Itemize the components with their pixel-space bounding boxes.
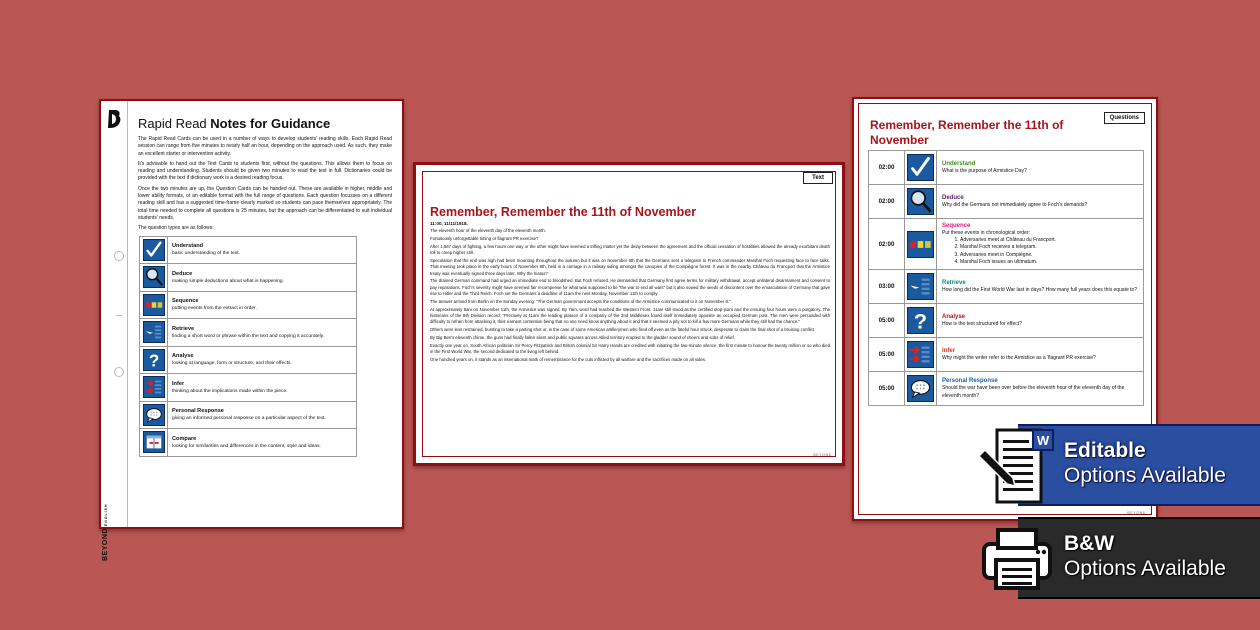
question-type-row	[140, 264, 357, 292]
editable-document-icon	[975, 426, 1057, 506]
type-name: Sequence	[172, 298, 199, 305]
margin-line	[127, 101, 128, 527]
type-name: Retrieve	[172, 325, 195, 332]
brand-vertical: BEYONDENGLISH	[102, 503, 109, 561]
type-description: finding a short word or phrase within the text and copying it accurately.	[172, 333, 325, 339]
icon-cell	[140, 374, 168, 402]
question-text: How long did the First World War last in days? How many full years does this equate to?	[942, 286, 1138, 293]
magnifier-icon	[907, 188, 934, 215]
type-cell	[168, 429, 357, 457]
type-cell	[168, 401, 357, 429]
question-type-row	[140, 236, 357, 264]
question-row	[869, 219, 1144, 270]
magnifier-icon	[143, 266, 165, 288]
question-type-row	[140, 374, 357, 402]
question-type: Personal Response	[942, 378, 998, 385]
icon-cell	[905, 185, 937, 219]
icon-cell	[905, 304, 937, 338]
type-description: basic understanding of the text.	[172, 251, 240, 257]
question-row	[869, 270, 1144, 304]
article-paragraph: Speculation that the end was nigh had been mounting throughout the autumn but it was on November 6th that the Germans sent a telegram to French commander Marshal Foch requesting face to face talks. That meeting took place in the early hours of November 8th, held in a carriage in a railway siding amongst the canopies of the Compiègne forest. It was in the nearby Château du Francport that the Armistice treaty was eventually signed three days later. Why the hiatus?	[430, 257, 830, 276]
check-icon	[907, 154, 934, 181]
question-type: Analyse	[942, 313, 966, 320]
question-row	[869, 372, 1144, 406]
time-cell: 05:00	[869, 372, 905, 406]
question-cell	[937, 270, 1144, 304]
time-cell: 02:00	[869, 219, 905, 270]
question-row	[869, 185, 1144, 219]
type-cell	[168, 264, 357, 292]
question-type: Infer	[942, 347, 956, 354]
question-text: Why might the writer refer to the Armistice as a 'flagrant PR exercise?	[942, 354, 1096, 361]
type-description: looking for similarities and differences in the content, style and ideas.	[172, 443, 321, 449]
question-types-table	[139, 236, 357, 457]
type-description: making simple deductions about what is happening.	[172, 278, 285, 284]
banner-title: B&W	[1064, 532, 1115, 555]
question-type-row	[140, 291, 357, 319]
icon-cell	[140, 291, 168, 319]
question-type-row	[140, 429, 357, 457]
paragraph: The question types are as follows:	[138, 225, 214, 232]
question-text: Put these events in chronological order:	[942, 230, 1030, 236]
paragraph: It's advisable to hand out the Text Cards to students first, without the questions. This allows them to focus on reading and understanding. Students should be given two minutes to read the text in full. Dictionaries could be provided with the text if dictionary work is a desired reading focus.	[138, 160, 392, 182]
speech-bubble-icon	[907, 375, 934, 402]
question-type: Understand	[942, 160, 976, 167]
page-title: Rapid Read Notes for Guidance	[138, 116, 331, 131]
question-type: Retrieve	[942, 279, 966, 286]
type-name: Infer	[172, 380, 185, 387]
article-title: Remember, Remember the 11th of November	[430, 205, 697, 219]
question-cell	[937, 185, 1144, 219]
type-cell	[168, 374, 357, 402]
article-paragraph: One hundred years on, it stands as an international mark of remembrance for the cuts inflicted by all warfare and the sacrifices made on all sides.	[430, 357, 707, 363]
sequence-icon	[907, 231, 934, 258]
question-type-row	[140, 401, 357, 429]
question-cell	[937, 304, 1144, 338]
question-mark-icon	[907, 307, 934, 334]
question-type: Deduce	[942, 194, 964, 201]
punch-hole	[114, 367, 124, 377]
article-paragraph: The drained German command had urged an immediate end to bloodshed. But Foch refused. He demanded that Germany first agree terms for military withdrawal, accept unilateral disarmament and consent to pay reparations. Foch's severity might have seemed fair recompense for what was supposed to be "the war to end all wars" but it also sowed the seeds of discontent over the emasculation of Germany that gave rise to Hitler and the Third Reich. Foch set the Germans a deadline of 11am the next Monday, November 11th to comply.	[430, 278, 830, 297]
type-description: thinking about the implications made within the piece.	[172, 388, 288, 394]
time-cell: 05:00	[869, 338, 905, 372]
text-card	[413, 162, 845, 466]
check-icon	[143, 239, 165, 261]
retrieve-icon	[143, 321, 165, 343]
type-description: looking at language, form or structure, and their effects.	[172, 361, 292, 367]
question-row	[869, 338, 1144, 372]
type-name: Analyse	[172, 353, 194, 360]
article-paragraph: Others were less restrained, bursting to take a parting shot or, in the case of some American artillerymen who fired off even as the fateful hour struck, desperate to claim the final shot of a bruising conflict.	[430, 327, 816, 333]
type-name: Personal Response	[172, 408, 224, 415]
retrieve-icon	[907, 273, 934, 300]
svg-text:W: W	[1036, 433, 1050, 448]
punch-hole	[114, 251, 124, 261]
type-cell	[168, 236, 357, 264]
type-description: giving an informed personal response on a particular aspect of the text.	[172, 416, 326, 422]
question-type-row	[140, 346, 357, 374]
article-paragraph: The answer arrived from Berlin on the Sunday evening: "The German government accepts the conditions of the Armistice communicated to it on November 8."	[430, 298, 731, 304]
banner-subtitle: Options Available	[1064, 557, 1226, 580]
article-paragraph: At approximately 5am on November 11th, the Armistice was signed. By 7am, word had reached the Western Front. 11am still stood as the certified stop-point and the ensuing four hours were a purgatory. The historians of the 8th Division record: "Precisely at 11am the leading platoon of a company of the 2nd Middlesex found itself immediately opposite an occupied German post. The men were persuaded with difficulty to refrain from attacking it, their earnest contention being that no one need know anything about it and that it seemed a pity not to kill a few more Germans while they still had the chance."	[430, 306, 830, 325]
type-name: Understand	[172, 243, 204, 250]
icon-cell	[140, 429, 168, 457]
time-cell: 03:00	[869, 270, 905, 304]
sequence-item: 3. Adversaries meet in Compiègne.	[960, 252, 1138, 259]
question-type-row	[140, 319, 357, 347]
icon-cell	[905, 270, 937, 304]
icon-cell	[140, 401, 168, 429]
question-cell	[937, 372, 1144, 406]
type-name: Deduce	[172, 270, 193, 277]
sequence-item: 4. Marshal Foch issues an ultimatum.	[960, 259, 1138, 266]
paragraph: The Rapid Read Cards can be used in a number of ways to develop students' reading skills. Each Rapid Read session can range from five minutes to nearly half an hour, depending on the approach used. As such, they make an excellent starter or intervention activity.	[138, 136, 392, 157]
question-cell	[937, 338, 1144, 372]
infer-arrows-icon	[907, 341, 934, 368]
icon-cell	[905, 219, 937, 270]
questions-table	[868, 150, 1144, 406]
icon-cell	[140, 319, 168, 347]
speech-bubble-icon	[143, 404, 165, 426]
question-row	[869, 304, 1144, 338]
beyond-logo-icon	[107, 109, 123, 129]
question-cell	[937, 151, 1144, 185]
footer-brand: BEYOND	[813, 453, 832, 457]
question-cell	[937, 219, 1144, 270]
question-type: Sequence	[942, 223, 971, 229]
icon-cell	[140, 264, 168, 292]
article-paragraph: After 1,567 days of fighting, a few hours one way or the other might have seemed a trifling matter yet the delay between the agreement and the official cessation of hostilities allowed the already exorbitant death toll to creep higher still.	[430, 243, 830, 256]
guidance-document	[99, 99, 404, 561]
article-paragraph: Fortuitously unforgettable timing or flagrant PR exercise?	[430, 235, 539, 241]
sequence-item: 1. Adversaries meet at Château du Francport.	[960, 237, 1138, 244]
sequence-list	[960, 237, 1138, 266]
bw-options-banner[interactable]	[1018, 517, 1260, 599]
svg-text:?: ?	[148, 350, 159, 370]
article-paragraph: Exactly one year on, South African politician Sir Percy Fitzpatrick and British colonial Sir Harry Hands are credited with initiating the two-minute silence, the first minute to honour the twenty million or so who died in the First World War, the second dedicated to the living left behind.	[430, 343, 830, 355]
infer-arrows-icon	[143, 376, 165, 398]
icon-cell	[140, 236, 168, 264]
icon-cell	[140, 346, 168, 374]
question-text: Should the war have been over before the eleventh hour of the eleventh day of the eleventh month?	[942, 385, 1125, 399]
type-cell	[168, 319, 357, 347]
fold-mark	[116, 315, 122, 316]
sequence-icon	[143, 294, 165, 316]
sequence-item: 2. Marshal Foch receives a telegram.	[960, 244, 1138, 251]
question-text: How is the text structured for effect?	[942, 320, 1022, 327]
printer-icon	[980, 528, 1054, 590]
type-description: putting events from the extract in order.	[172, 306, 257, 312]
time-cell: 02:00	[869, 151, 905, 185]
icon-cell	[905, 338, 937, 372]
type-name: Compare	[172, 435, 197, 442]
time-cell: 02:00	[869, 185, 905, 219]
question-row	[869, 151, 1144, 185]
icon-cell	[905, 151, 937, 185]
svg-text:?: ?	[913, 308, 928, 334]
question-text: What is the purpose of Armistice Day?	[942, 167, 1027, 174]
article-paragraph: The eleventh hour of the eleventh day of the eleventh month.	[430, 228, 546, 233]
card-title: Remember, Remember the 11th of November	[870, 118, 1064, 147]
compare-icon	[143, 431, 165, 453]
banner-subtitle: Options Available	[1064, 464, 1226, 487]
question-mark-icon	[143, 349, 165, 371]
article-datetime: 11:00, 11/11/1918.	[430, 221, 468, 226]
footer-brand: BEYOND	[1127, 511, 1146, 515]
card-tag: Text	[803, 172, 833, 184]
card-tag: Questions	[1104, 112, 1145, 124]
time-cell: 05:00	[869, 304, 905, 338]
article-paragraph: By Big Ben's eleventh chime, the guns had finally fallen silent and public squares across Allied territory erupted to the gladder sound of cheers and sobs of relief.	[430, 335, 735, 341]
question-text: Why did the Germans not immediately agree to Foch's demands?	[942, 201, 1088, 208]
paragraph: Once the two minutes are up, the Question Cards can be handed out. These are available in higher, middle and lower ability formats, or an editable format with the full range of questions. Each question focusses on a different reading skill and has a suggested time-frame clearly marked so students can pace themselves appropriately. The total time needed to complete all questions is 25 minutes, but the approach can be differentiated to suit individual students' needs.	[138, 185, 392, 221]
icon-cell	[905, 372, 937, 406]
type-cell	[168, 346, 357, 374]
type-cell	[168, 291, 357, 319]
banner-title: Editable	[1064, 439, 1146, 462]
